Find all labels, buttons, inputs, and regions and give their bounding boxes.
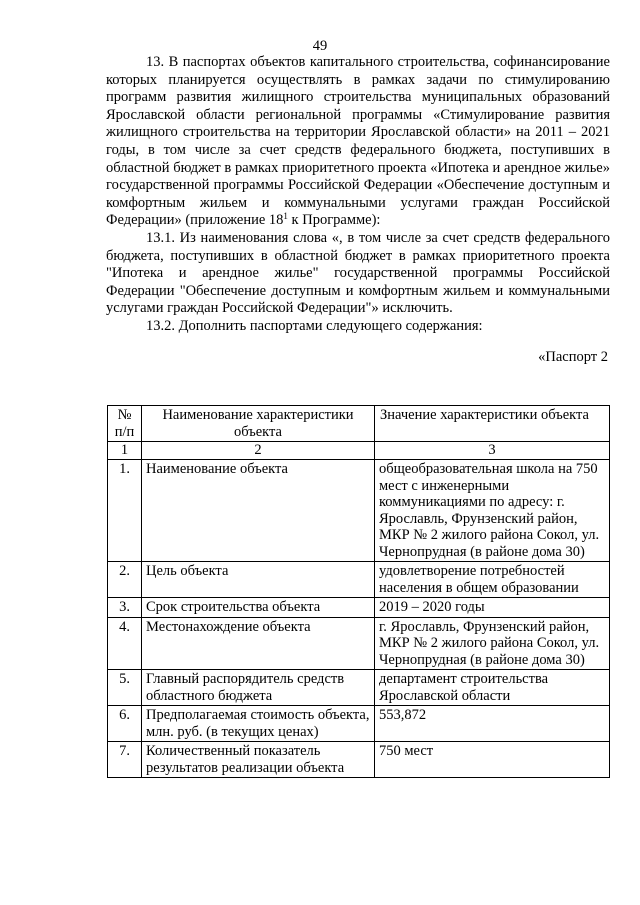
header-characteristic-value: Значение характеристики объекта <box>375 406 610 442</box>
row-number: 2. <box>108 562 142 598</box>
header-number: № п/п <box>108 406 142 442</box>
table-row <box>108 562 610 598</box>
appendix-superscript: 1 <box>283 211 288 222</box>
row-number: 4. <box>108 617 142 670</box>
passport-title: «Паспорт 2 <box>538 348 608 365</box>
row-characteristic-value: 750 мест <box>375 742 610 778</box>
document-body <box>106 54 610 366</box>
table-row <box>108 617 610 670</box>
header-characteristic-name: Наименование характеристики объекта <box>142 406 375 442</box>
row-characteristic-name: Срок строительства объекта <box>142 598 375 618</box>
table-row <box>108 460 610 562</box>
table-row <box>108 706 610 742</box>
table-header-row <box>108 406 610 442</box>
row-characteristic-name: Количественный показатель результатов реализации объекта <box>142 742 375 778</box>
row-characteristic-value: 553,872 <box>375 706 610 742</box>
table-row <box>108 598 610 618</box>
row-characteristic-name: Местонахождение объекта <box>142 617 375 670</box>
row-characteristic-value: департамент строительства Ярославской области <box>375 670 610 706</box>
paragraph-13-2: 13.2. Дополнить паспортами следующего содержания: <box>146 317 483 334</box>
row-number: 1. <box>108 460 142 562</box>
row-characteristic-name: Главный распорядитель средств областного бюджета <box>142 670 375 706</box>
row-number: 5. <box>108 670 142 706</box>
column-number-3: 3 <box>375 442 610 460</box>
row-characteristic-value: удовлетворение потребностей населения в общем образовании <box>375 562 610 598</box>
row-characteristic-value: г. Ярославль, Фрунзенский район, МКР № 2 жилого района Сокол, ул. Чернопрудная (в районе дома 30) <box>375 617 610 670</box>
paragraph-13-text: 13. В паспортах объектов капитального строительства, софинансирование которых планируется осуществлять в рамках задачи по стимулированию программ развития жилищного строительства муниципальных образований Ярославской области региональной программы «Стимулирование развития жилищного строительства на территории Ярославской области» на 2011 – 2021 годы, в том числе за счет средств федерального бюджета, поступивших в областной бюджет в рамках приоритетного проекта «Ипотека и арендное жилье» государственной программы Российской Федерации «Обеспечение доступным и комфортным жильем и коммунальными услугами граждан Российской Федерации» (приложение 18 <box>106 54 610 229</box>
column-number-row <box>108 442 610 460</box>
paragraph-13-1: 13.1. Из наименования слова «, в том числе за счет средств федерального бюджета, поступивших в областной бюджет в рамках приоритетного проекта "Ипотека и арендное жилье" государственной программы Российской Федерации "Обеспечение доступным и комфортным жильем и коммунальными услугами граждан Российской Федерации"» исключить. <box>106 229 610 317</box>
row-number: 3. <box>108 598 142 618</box>
paragraph-13-text-end: к Программе): <box>287 212 381 229</box>
row-characteristic-name: Предполагаемая стоимость объекта, млн. руб. (в текущих ценах) <box>142 706 375 742</box>
page-number: 49 <box>312 38 328 54</box>
table-row <box>108 670 610 706</box>
row-number: 6. <box>108 706 142 742</box>
paragraph-13 <box>106 54 610 230</box>
row-characteristic-value: общеобразовательная школа на 750 мест с инженерными коммуникациями по адресу: г. Ярославль, Фрунзенский район, МКР № 2 жилого района Сокол, ул. Чернопрудная (в районе дома 30) <box>375 460 610 562</box>
passport-table <box>107 405 610 778</box>
column-number-2: 2 <box>142 442 375 460</box>
row-characteristic-name: Наименование объекта <box>142 460 375 562</box>
row-characteristic-name: Цель объекта <box>142 562 375 598</box>
column-number-1: 1 <box>108 442 142 460</box>
table-row <box>108 742 610 778</box>
row-number: 7. <box>108 742 142 778</box>
row-characteristic-value: 2019 – 2020 годы <box>375 598 610 618</box>
